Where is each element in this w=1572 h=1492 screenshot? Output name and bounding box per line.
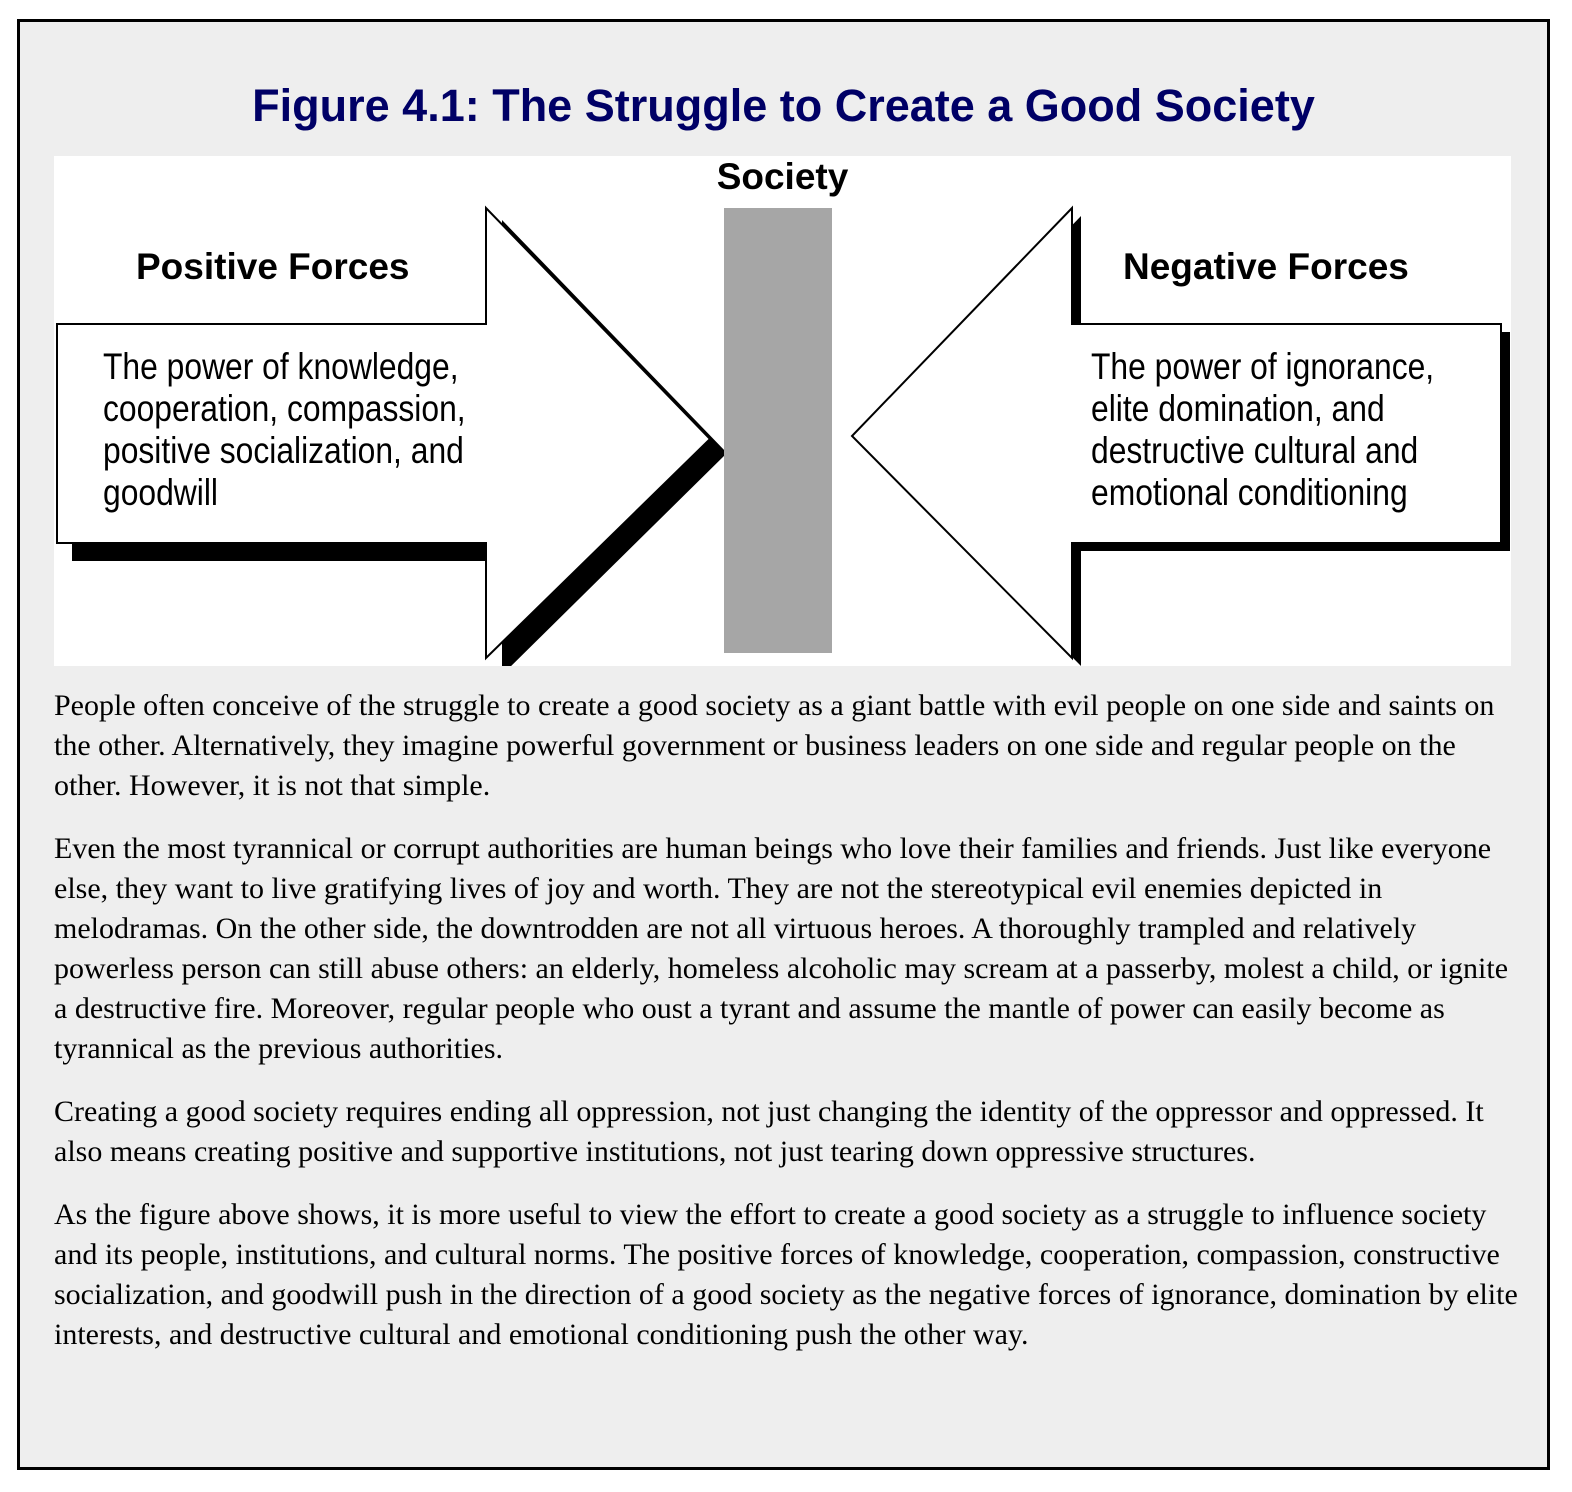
body-text (54, 686, 1524, 1378)
paragraph: As the figure above shows, it is more useful to view the effort to create a good society as a struggle to influence society and its people, institutions, and cultural norms. The positive forces of knowledge, cooperation, compassion, constructive socialization, and goodwill push in the direction of a good society as the negative forces of ignorance, domination by elite interests, and destructive cultural and emotional conditioning push the other way. (54, 1198, 1518, 1351)
negative-forces-text (1091, 346, 1434, 514)
society-bar (724, 208, 832, 653)
negative-line: elite domination, and (1091, 388, 1385, 429)
positive-forces-heading: Positive Forces (136, 246, 410, 287)
society-label: Society (716, 156, 849, 197)
paragraph: Creating a good society requires ending all oppression, not just changing the identity of the oppressor and oppressed. It also means creating positive and supportive institutions, not just tearing down oppressive structures. (54, 1095, 1484, 1168)
paragraph: Even the most tyrannical or corrupt authorities are human beings who love their families and friends. Just like everyone else, they want to live gratifying lives of joy and worth. They are not the stereotypical evil enemies depicted in melodramas. On the other side, the downtrodden are not all virtuous heroes. A thoroughly trampled and relatively powerless person can still abuse others: an elderly, homeless alcoholic may scream at a passerby, molest a child, or ignite a destructive fire. Moreover, regular people who oust a tyrant and assume the mantle of power can easily become as tyrannical as the previous authorities. (54, 832, 1509, 1065)
positive-line: The power of knowledge, (103, 346, 459, 387)
figure-panel (17, 19, 1550, 1470)
negative-line: The power of ignorance, (1091, 346, 1435, 387)
positive-line: goodwill (103, 472, 218, 513)
paragraph: People often conceive of the struggle to create a good society as a giant battle with evil people on one side and saints on the other. Alternatively, they imagine powerful government or business leaders on one side and regular people on the other. However, it is not that simple. (54, 689, 1495, 802)
negative-line: destructive cultural and (1091, 430, 1419, 471)
negative-line: emotional conditioning (1091, 472, 1408, 513)
positive-forces-text (103, 346, 466, 514)
figure-title: Figure 4.1: The Struggle to Create a Good Society (252, 80, 1315, 131)
positive-line: positive socialization, and (103, 430, 464, 471)
positive-line: cooperation, compassion, (103, 388, 466, 429)
negative-forces-heading: Negative Forces (1123, 246, 1409, 287)
forces-diagram (54, 156, 1511, 666)
